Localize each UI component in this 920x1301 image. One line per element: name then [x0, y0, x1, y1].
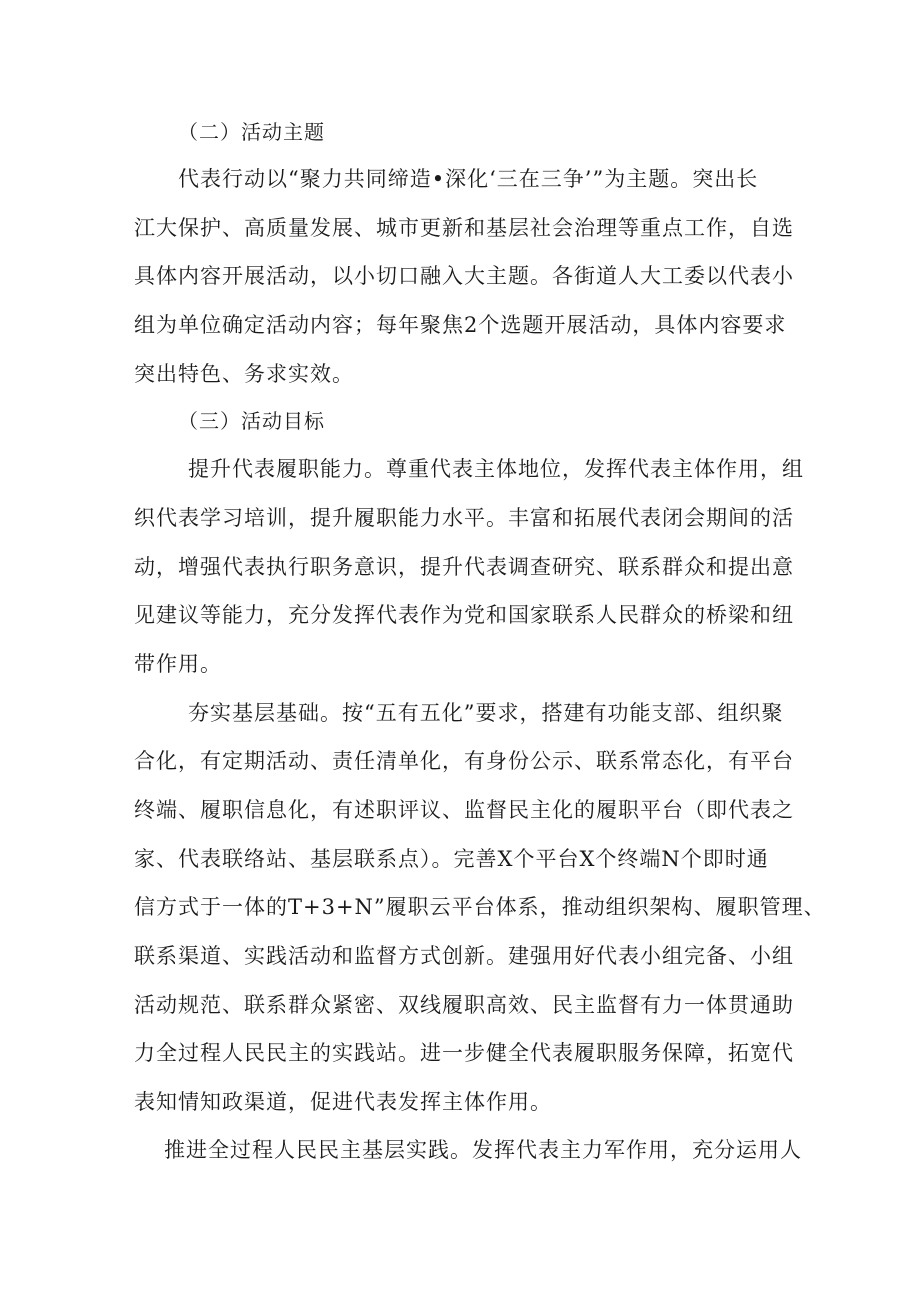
paragraph-line: 家、代表联络站、基层联系点）。完善X个平台X个终端N个即时通: [134, 847, 769, 871]
paragraph-line: 提升代表履职能力。尊重代表主体地位，发挥代表主体作用，组: [188, 457, 804, 481]
paragraph-line: 组为单位确定活动内容；每年聚焦2个选题开展活动，具体内容要求: [134, 313, 787, 337]
paragraph-line: 带作用。: [134, 652, 222, 676]
section-heading-activity-goals: （三）活动目标: [178, 409, 325, 433]
paragraph-line: 具体内容开展活动，以小切口融入大主题。各街道人大工委以代表小: [134, 264, 794, 288]
paragraph-line: 终端、履职信息化，有述职评议、监督民主化的履职平台（即代表之: [134, 798, 794, 822]
paragraph-line: 推进全过程人民民主基层实践。发挥代表主力军作用，充分运用人: [164, 1138, 802, 1162]
section-heading-activity-theme: （二）活动主题: [178, 120, 325, 144]
paragraph-line: 信方式于一体的T+3+N”履职云平台体系，推动组织架构、履职管理、: [134, 895, 826, 919]
paragraph-line: 合化，有定期活动、责任清单化，有身份公示、联系常态化，有平台: [134, 749, 794, 773]
paragraph-line: 见建议等能力，充分发挥代表作为党和国家联系人民群众的桥梁和纽: [134, 603, 794, 627]
paragraph-line: 突出特色、务求实效。: [134, 362, 354, 386]
paragraph-line: 表知情知政渠道，促进代表发挥主体作用。: [134, 1090, 552, 1114]
paragraph-line: 夯实基层基础。按“五有五化”要求，搭建有功能支部、组织聚: [188, 701, 784, 725]
paragraph-line: 动，增强代表执行职务意识，提升代表调查研究、联系群众和提出意: [134, 555, 794, 579]
paragraph-line: 代表行动以“聚力共同缔造•深化‘三在三争’”为主题。突出长: [178, 167, 759, 191]
paragraph-line: 活动规范、联系群众紧密、双线履职高效、民主监督有力一体贯通助: [134, 993, 794, 1017]
paragraph-line: 织代表学习培训，提升履职能力水平。丰富和拓展代表闭会期间的活: [134, 506, 794, 530]
paragraph-line: 联系渠道、实践活动和监督方式创新。建强用好代表小组完备、小组: [134, 944, 794, 968]
paragraph-line: 力全过程人民民主的实践站。进一步健全代表履职服务保障，拓宽代: [134, 1041, 794, 1065]
paragraph-line: 江大保护、高质量发展、城市更新和基层社会治理等重点工作，自选: [134, 216, 794, 240]
